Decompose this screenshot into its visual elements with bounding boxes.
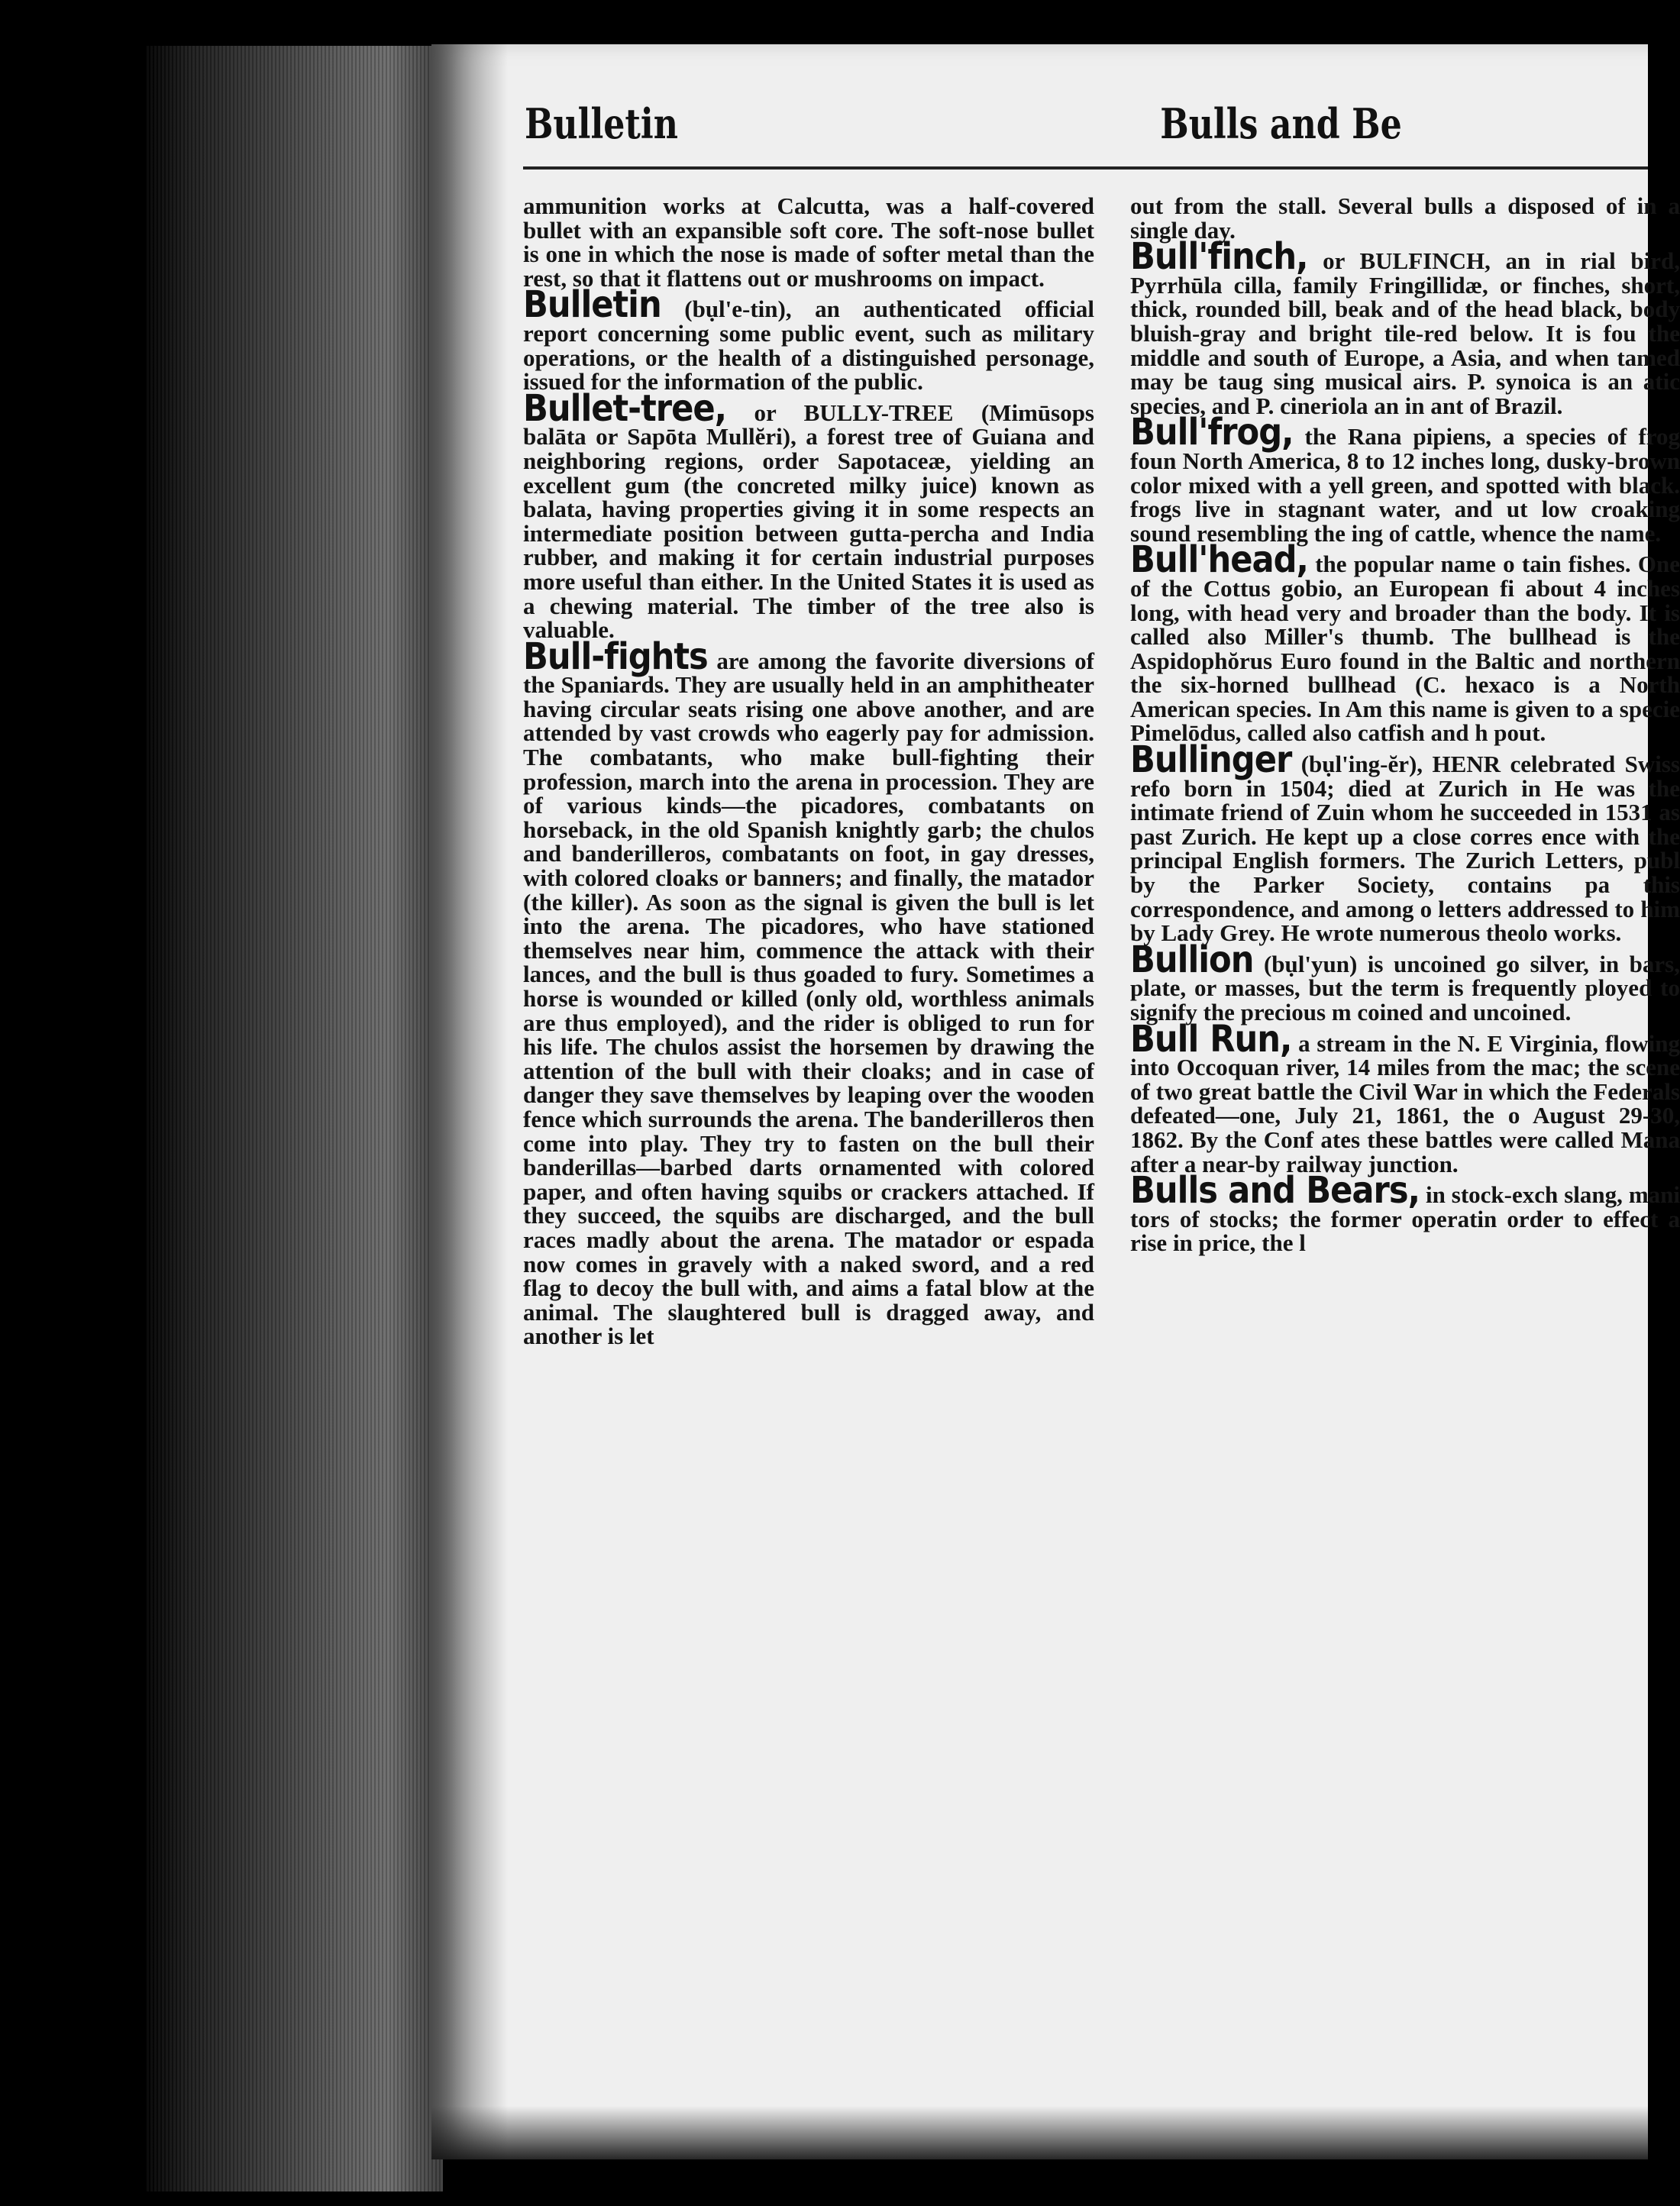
dictionary-page	[431, 44, 1680, 2159]
entry-headword: Bull Run,	[1130, 1017, 1292, 1061]
entry-text: (bụl'yun) is uncoined go silver, in bars, plate, or masses, but the term is frequently ployed to signify the precious m coined and uncoined.	[1130, 950, 1680, 1025]
book-spine	[145, 46, 443, 2191]
left-column	[523, 194, 1094, 1348]
entry-bullinger	[1130, 738, 1680, 947]
entry-headword: Bull'frog,	[1130, 411, 1294, 454]
entry-bulletin	[523, 283, 1095, 396]
entry-text: or BULFINCH, an in rial bird, Pyrrhūla cilla, family Fringillidæ, or finches, short, thick, rounded bill, beak and of the head black, body bluish-gray and bright tile-red below. It is fou the middle and south of Europe, a Asia, and when tamed may be taug sing musical airs. P. synoica is an atic species, and P. cineriola an in ant of Brazil.	[1130, 247, 1680, 419]
entry-headword: Bullinger	[1130, 738, 1292, 782]
entry-text: the Rana pipiens, a species of frog foun North America, 8 to 12 inches long, dusky-brown color mixed with a yell green, and spotted with black. frogs live in stagnant water, and ut low croaking sound resembling the ing of cattle, whence the name.	[1130, 423, 1680, 547]
entry-headword: Bulls and Bears,	[1130, 1169, 1420, 1213]
entry-headword: Bullet-tree,	[523, 386, 727, 430]
entry-headword: Bull'finch,	[1130, 235, 1308, 279]
entry-text: in stock-exch slang, mani tors of stocks; the former operatin order to effect a rise in price, the l	[1130, 1181, 1680, 1257]
entry-bulls-and-bears	[1130, 1169, 1680, 1257]
bottom-page-shadow	[431, 2106, 1648, 2159]
gutter-shadow	[431, 44, 508, 2159]
entry-bull-fights	[523, 635, 1094, 1350]
entry-text: (bụl'e-tin), an authenticated official report concerning some public event, such as military operations, or the health of a distinguished personage, issued for the information of the public.	[523, 296, 1095, 396]
running-header	[525, 99, 1446, 153]
entry-headword: Bull-fights	[523, 635, 708, 678]
entry-bullet-tree	[523, 386, 1094, 644]
entry-text: a stream in the N. E Virginia, flowing into Occoquan river, 14 miles from the mac; the scene of two great battle the Civil War in which the Federals defeated—one, July 21, 1861, the o August 29-30, 1862. By the Conf ates these battles were called Mana after a near-by railway junction.	[1130, 1029, 1680, 1177]
continued-text: out from the stall. Several bulls a disposed of in a single day.	[1130, 192, 1680, 244]
entry-headword: Bulletin	[523, 283, 661, 327]
continued-text: ammunition works at Calcutta, was a half-covered bullet with an expansible soft core. The soft-nose bullet is one in which the nose is made of softer metal than the rest, so that it flattens out or mushrooms on impact.	[523, 192, 1094, 292]
entry-bullfrog	[1130, 411, 1680, 547]
entry-bullhead	[1130, 538, 1680, 747]
entry-headword: Bullion	[1130, 938, 1254, 981]
header-rule	[523, 166, 1648, 170]
entry-text: are among the favorite diversions of the Spaniards. They are usually held in an amphitheater having circular seats rising one above another, and are attended by vast crowds who eagerly pay for admission. The combatants, who make bull-fighting their profession, march into the arena in procession. They are of various kinds—the picadores, combatants on horseback, in the old Spanish knightly garb; the chulos and banderilleros, combatants on foot, in gay dresses, with colored cloaks or banners; and finally, the matador (the killer). As soon as the signal is given the bull is let into the arena. The picadores, who have stationed themselves near him, commence the attack with their lances, and the bull is thus goaded to fury. Sometimes a horse is wounded or killed (only old, worthless animals are thus employed), and the rider is obliged to run for his life. The chulos assist the horsemen by drawing the attention of the bull with their cloaks; and in case of danger they save themselves by leaping over the wooden fence which surrounds the arena. The banderilleros then come into play. They try to fasten on the bull their banderillas—barbed darts ornamented with colored paper, and often having squibs or crackers attached. If they succeed, the squibs are discharged, and the bull races madly about the arena. The matador or espada now comes in gravely with a naked sword, and a red flag to decoy the bull with, and aims a fatal blow at the animal. The slaughtered bull is dragged away, and another is let	[523, 647, 1094, 1350]
entry-headword: Bull'head,	[1130, 538, 1308, 582]
entry-text: the popular name o tain fishes. One of the Cottus gobio, an European fi about 4 inches long, with head very and broader than the body. It is called also Miller's thumb. The bullhead is the Aspidophŏrus Euro found in the Baltic and northern the six-horned bullhead (C. hexaco is a North American species. In Am this name is given to a specie Pimelōdus, called also catfish and h pout.	[1130, 551, 1680, 747]
header-right-guideword: Bulls and Be	[1160, 99, 1402, 148]
entry-text: (bụl'ing-ĕr), HENR celebrated Swiss refo born in 1504; died at Zurich in He was the intimate friend of Zuin whom he succeeded in 1531 as past Zurich. He kept up a close corres ence with the principal English formers. The Zurich Letters, publ by the Parker Society, contains pa this correspondence, and among o letters addressed to him by Lady Grey. He wrote numerous theolo works.	[1130, 751, 1680, 947]
entry-bull-run	[1130, 1017, 1680, 1177]
header-left-guideword: Bulletin	[525, 99, 678, 148]
right-column	[1130, 194, 1680, 1255]
entry-bullion	[1130, 938, 1680, 1025]
entry-bullfinch	[1130, 235, 1680, 419]
entry-text: or BULLY-TREE (Mimūsops balāta or Sapōta Mullĕri), a forest tree of Guiana and neighboring regions, order Sapotaceæ, yielding an excellent gum (the concreted milky juice) known as balata, having properties giving it in some respects an intermediate position between gutta-percha and India rubber, and making it for certain industrial purposes more useful than either. In the United States it is used as a chewing material. The timber of the tree also is valuable.	[523, 399, 1094, 644]
